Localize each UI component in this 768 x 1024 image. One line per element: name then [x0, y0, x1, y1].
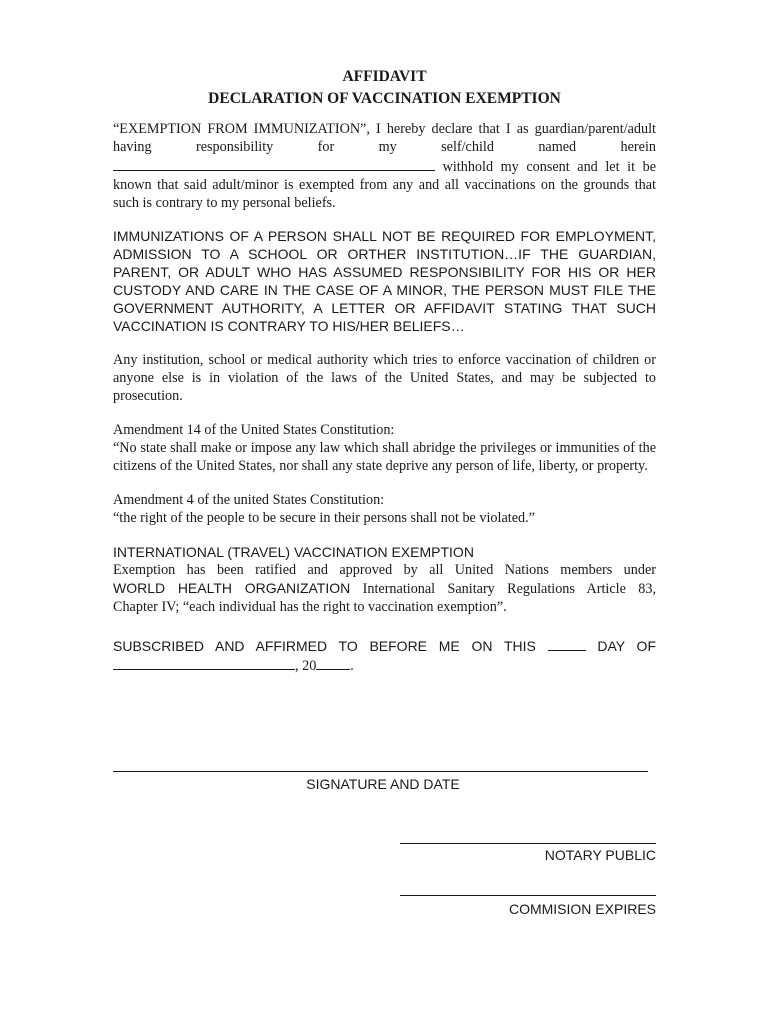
subscribed-end: .: [350, 658, 354, 675]
day-of-text: DAY OF: [597, 638, 656, 655]
signature-date-label: SIGNATURE AND DATE: [306, 776, 460, 792]
subscribed-block: [113, 636, 656, 675]
year-blank[interactable]: [316, 655, 350, 670]
signature-line[interactable]: [113, 771, 648, 772]
amendment-4-block: [113, 491, 656, 527]
intro-text-part2: withhold my consent and let it be known that said adult/minor is exempted from any and all vaccinations on the grounds that such is contrary to my personal beliefs.: [113, 159, 656, 211]
international-line-1: Exemption has been ratified and approved by all United Nations members under: [113, 562, 656, 579]
notary-line[interactable]: [400, 843, 656, 844]
international-heading: INTERNATIONAL (TRAVEL) VACCINATION EXEMPTION: [113, 544, 474, 561]
commission-line[interactable]: [400, 895, 656, 896]
who-name: WORLD HEALTH ORGANIZATION: [113, 580, 351, 597]
month-blank[interactable]: [113, 655, 295, 670]
subscribed-text: SUBSCRIBED AND AFFIRMED TO BEFORE ME ON THIS: [113, 638, 536, 655]
international-line-2-rest: International Sanitary Regulations Article 83,: [362, 581, 657, 598]
amendment-14-text: “No state shall make or impose any law which shall abridge the privileges or immunities of the citizens of the United States, nor shall any state deprive any person of life, liberty, or property.: [113, 440, 656, 475]
document-title: AFFIDAVIT: [342, 68, 427, 85]
international-line-2: [113, 579, 656, 598]
amendment-14-block: [113, 421, 656, 475]
amendment-14-heading: Amendment 14 of the United States Constitution:: [113, 422, 395, 439]
amendment-4-text: “the right of the people to be secure in their persons shall not be violated.”: [113, 510, 535, 527]
amendment-4-heading: Amendment 4 of the united States Constitution:: [113, 492, 385, 509]
immunization-caps-paragraph: IMMUNIZATIONS OF A PERSON SHALL NOT BE REQUIRED FOR EMPLOYMENT, ADMISSION TO A SCHOOL OR ORTHER INSTITUTION…IF THE GUARDIAN, PARENT, OR ADULT WHO HAS ASSUMED RESPONSIBILITY FOR HIS OR HER CUSTODY AND CARE IN THE CASE OF A MINOR, THE PERSON MUST FILE THE GOVERNMENT AUTHORITY, A LETTER OR AFFIDAVIT STATING THAT SUCH VACCINATION IS CONTRARY TO HIS/HER BELIEFS…: [113, 228, 656, 334]
international-exemption-block: [113, 543, 656, 616]
intro-paragraph: [113, 120, 656, 212]
affidavit-document: [113, 66, 656, 691]
notary-public-label: NOTARY PUBLIC: [544, 847, 656, 863]
day-blank[interactable]: [548, 636, 586, 651]
institution-paragraph: Any institution, school or medical authority which tries to enforce vaccination of children or anyone else is in violation of the laws of the United States, and may be subjected to prosecution.: [113, 352, 656, 405]
intro-text-part1: “EXEMPTION FROM IMMUNIZATION”, I hereby declare that I as guardian/parent/adult having responsibility for my self/child named herein: [113, 121, 656, 155]
international-line-3: Chapter IV; “each individual has the right to vaccination exemption”.: [113, 599, 507, 616]
document-subtitle: DECLARATION OF VACCINATION EXEMPTION: [208, 90, 561, 107]
commission-expires-label: COMMISION EXPIRES: [508, 901, 656, 917]
subscribed-line-2: [113, 655, 656, 675]
year-prefix: , 20: [295, 658, 317, 675]
subscribed-line-1: [113, 636, 656, 655]
child-name-blank[interactable]: [113, 156, 435, 171]
